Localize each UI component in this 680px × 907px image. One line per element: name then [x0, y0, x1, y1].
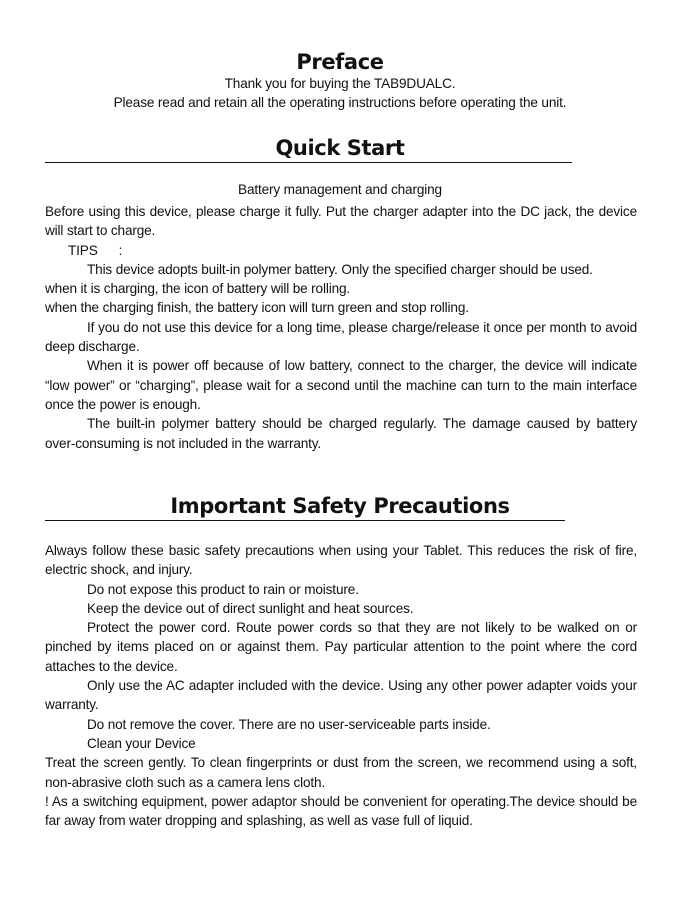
- tips-separator: :: [118, 242, 123, 258]
- preface-heading: Preface: [296, 50, 384, 74]
- safety-underline: [45, 520, 565, 521]
- quick-start-body: [45, 202, 637, 453]
- tip-charging-icon: when it is charging, the icon of battery will be rolling.: [45, 281, 351, 297]
- tip-charging-finish: when the charging finish, the battery icon will turn green and stop rolling.: [45, 300, 469, 316]
- safety-body: [45, 541, 637, 830]
- safety-ac-adapter: Only use the AC adapter included with the device. Using any other power adapter voids your warranty.: [45, 678, 637, 713]
- tip-polymer-battery: This device adopts built-in polymer battery. Only the specified charger should be used.: [87, 261, 593, 277]
- safety-intro: Always follow these basic safety precautions when using your Tablet. This reduces the risk of fire, electric shock, and injury.: [45, 543, 637, 578]
- safety-sunlight: Keep the device out of direct sunlight and heat sources.: [87, 600, 414, 616]
- safety-adaptor-warning: ! As a switching equipment, power adaptor should be convenient for operating.The device should be far away from water dropping and splashing, as well as vase full of liquid.: [45, 793, 637, 829]
- battery-subtitle: Battery management and charging: [238, 182, 442, 197]
- safety-screen-cleaning: Treat the screen gently. To clean fingerprints or dust from the screen, we recommend using a soft, non-abrasive cloth such as a camera lens cloth.: [45, 755, 637, 790]
- tip-regular-charge: The built-in polymer battery should be charged regularly. The damage caused by battery over-consuming is not included in the warranty.: [45, 416, 637, 451]
- safety-cover: Do not remove the cover. There are no user-serviceable parts inside.: [87, 716, 491, 732]
- tips-label: TIPS: [68, 242, 98, 258]
- safety-moisture: Do not expose this product to rain or moisture.: [87, 581, 359, 597]
- safety-power-cord: Protect the power cord. Route power cords so that they are not likely to be walked on or pinched by items placed on or against them. Pay particular attention to the point where the cord attaches to the device.: [45, 620, 637, 674]
- preface-read-line: Please read and retain all the operating instructions before operating the unit.: [113, 95, 567, 110]
- safety-heading: Important Safety Precautions: [170, 494, 510, 518]
- tip-long-storage: If you do not use this device for a long time, please charge/release it once per month to avoid deep discharge.: [45, 319, 637, 355]
- quick-start-underline: [45, 162, 572, 163]
- charge-intro: Before using this device, please charge it fully. Put the charger adapter into the DC jack, the device will start to charge.: [45, 204, 637, 239]
- preface-thanks-line: Thank you for buying the TAB9DUALC.: [224, 76, 456, 91]
- tip-low-battery: When it is power off because of low battery, connect to the charger, the device will indicate “low power” or “charging”, please wait for a second until the machine can turn to the main interface once the power is enough.: [45, 358, 637, 412]
- safety-clean-device: Clean your Device: [87, 735, 196, 751]
- quick-start-heading: Quick Start: [275, 136, 405, 160]
- tips-line: [45, 241, 637, 260]
